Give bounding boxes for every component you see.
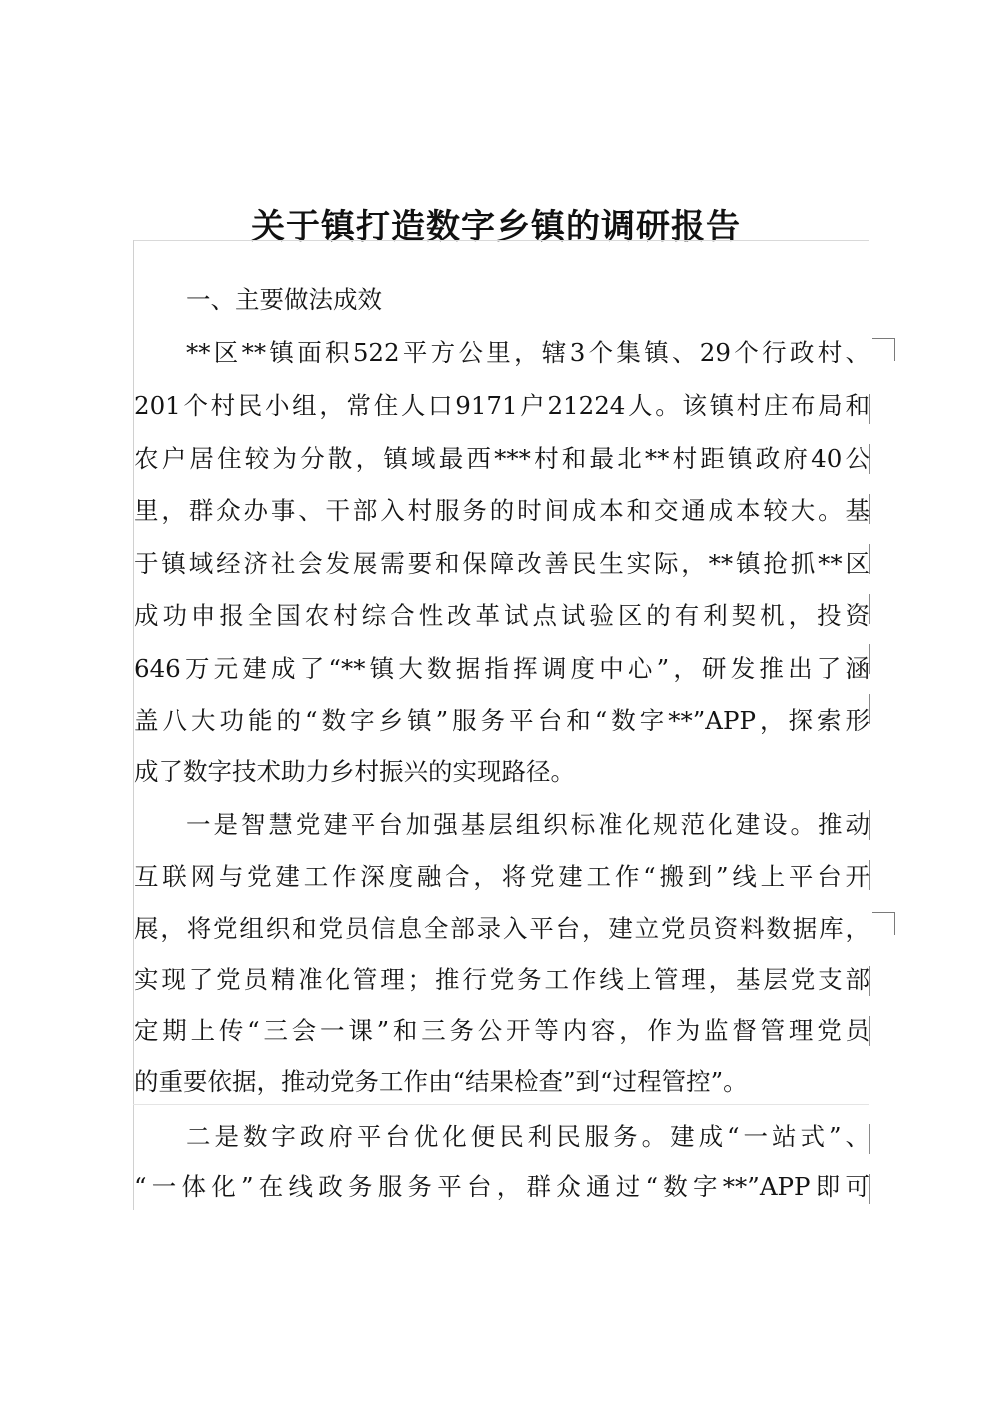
body-line: 二是数字政府平台优化便民利民服务。建成“一站式”、 [186, 1122, 870, 1151]
paragraph-mark [872, 912, 895, 935]
body-line: 实现了党员精准化管理；推行党务工作线上管理，基层党支部 [134, 965, 870, 994]
paragraph-mark [872, 338, 895, 361]
body-line: 201个村民小组，常住人口9171户21224人。该镇村庄布局和 [134, 391, 870, 420]
body-line: 一是智慧党建平台加强基层组织标准化规范化建设。推动 [186, 810, 870, 839]
body-line: 646万元建成了“**镇大数据指挥调度中心”，研发推出了涵 [134, 654, 870, 683]
section-heading: 一、主要做法成效 [186, 285, 382, 314]
text-frame-top-border [133, 240, 869, 241]
body-line: 定期上传“三会一课”和三务公开等内容，作为监督管理党员 [134, 1016, 870, 1045]
body-line: 成功申报全国农村综合性改革试点试验区的有利契机，投资 [134, 601, 870, 630]
body-line: “一体化”在线政务服务平台，群众通过“数字**”APP即可 [134, 1172, 870, 1201]
body-line: 于镇域经济社会发展需要和保障改善民生实际，**镇抢抓**区 [134, 549, 870, 578]
body-line: 成了数字技术助力乡村振兴的实现路径。 [134, 757, 575, 786]
body-line: **区**镇面积522平方公里，辖3个集镇、29个行政村、 [186, 338, 870, 367]
body-line: 互联网与党建工作深度融合，将党建工作“搬到”线上平台开 [134, 862, 870, 891]
body-line: 农户居住较为分散，镇域最西***村和最北**村距镇政府40公 [134, 444, 870, 473]
body-line: 盖八大功能的“数字乡镇”服务平台和“数字**”APP，探索形 [134, 706, 870, 735]
document-title: 关于镇打造数字乡镇的调研报告 [251, 206, 741, 247]
body-line: 的重要依据，推动党务工作由“结果检查”到“过程管控”。 [134, 1067, 748, 1096]
body-line: 展，将党组织和党员信息全部录入平台，建立党员资料数据库， [134, 914, 870, 943]
body-line: 里，群众办事、干部入村服务的时间成本和交通成本较大。基 [134, 496, 870, 525]
